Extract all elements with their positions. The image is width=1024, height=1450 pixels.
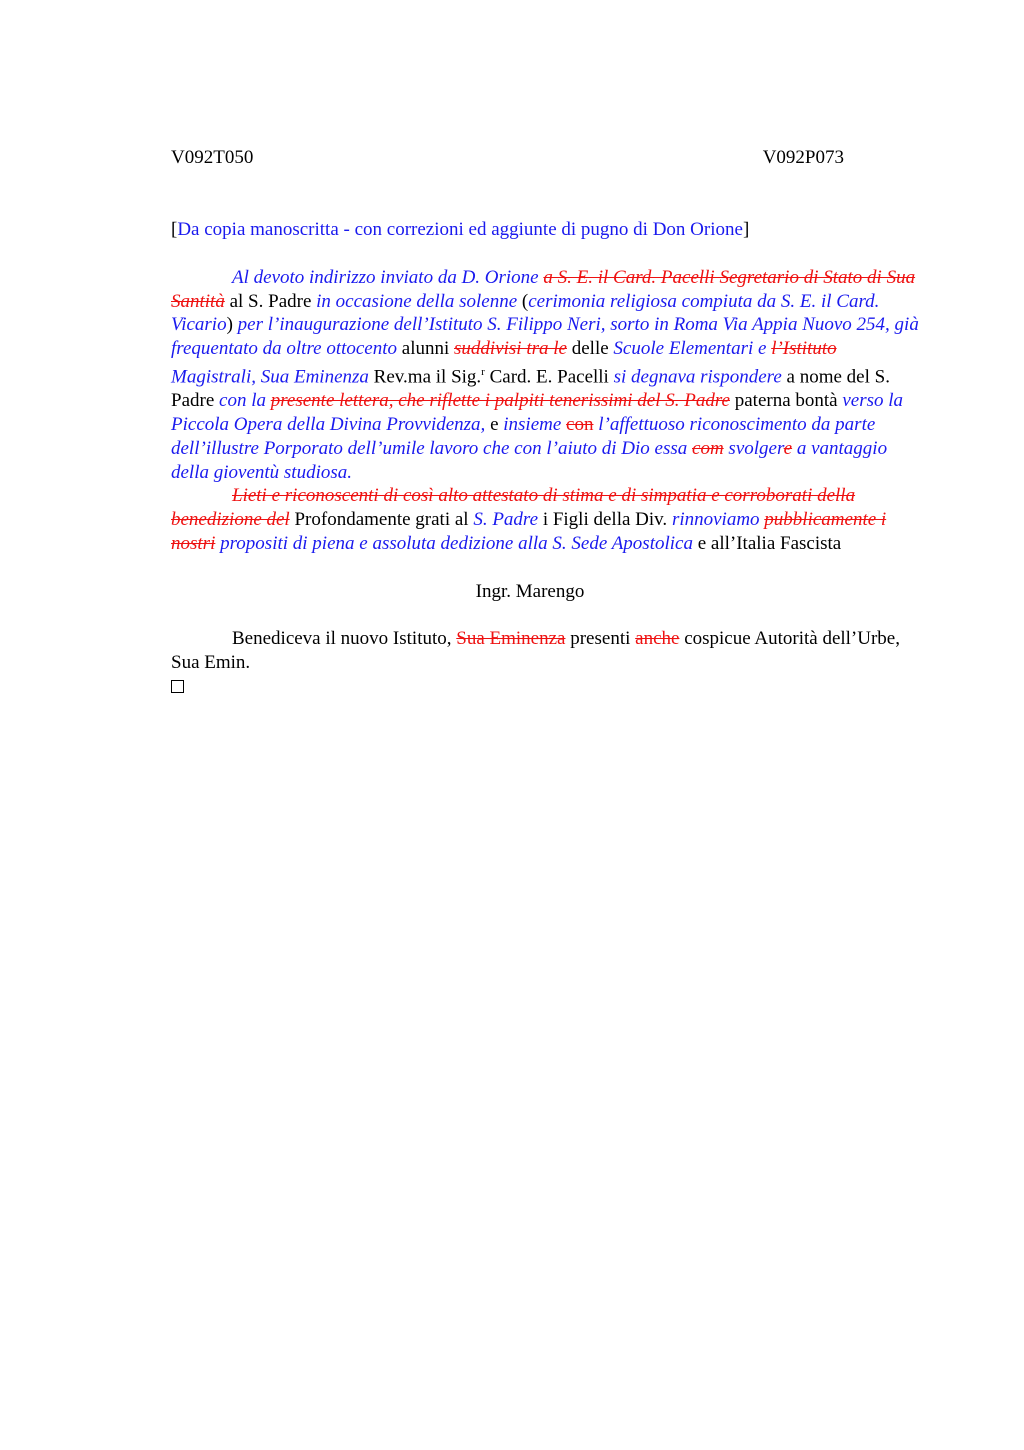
text-run: presenti <box>565 628 636 650</box>
source-note-text: Da copia manoscritta - con correzioni ed aggiunte di pugno di Don Orione <box>177 219 743 240</box>
added-text: con la <box>219 390 266 412</box>
deleted-text: com <box>692 437 724 459</box>
paragraph-blessing <box>171 627 923 675</box>
deleted-text: Sua Eminenza <box>456 628 566 650</box>
text-run: ) <box>226 314 238 336</box>
added-text: propositi di piena e assoluta dedizione alla S. Sede Apostolica <box>220 532 693 554</box>
text-run: delle <box>566 338 614 360</box>
checkbox-icon <box>171 680 184 693</box>
text-run: e <box>485 413 504 435</box>
text-run: i Figli della Div. <box>538 509 672 531</box>
deleted-text: e <box>783 437 793 459</box>
document-code-left: V092T050 <box>171 147 254 168</box>
added-text: l’affettuoso riconoscimento da parte dell’illustre Porporato dell’umile lavoro che con l’aiuto di Dio essa <box>171 413 876 459</box>
added-text: si degnava rispondere <box>613 366 782 388</box>
added-text: Al devoto indirizzo inviato da D. Orione <box>232 266 539 288</box>
deleted-text: suddivisi tra le <box>454 338 567 360</box>
superscript-r: r <box>481 365 485 378</box>
added-text: Scuole Elementari e <box>613 338 767 360</box>
source-note-open-bracket: [ <box>171 219 178 240</box>
added-text: per l’inaugurazione dell’Istituto S. Filippo Neri, sorto in Roma Via Appia Nuovo 254, già frequentato da oltre ottocento <box>171 314 919 360</box>
text-run: Profondamente grati al <box>289 509 474 531</box>
text-run: e all’Italia Fascista <box>692 532 842 554</box>
deleted-text: a S. E. il Card. Pacelli Segretario di Stato di Sua Santità <box>171 266 916 312</box>
deleted-text: presente lettera, che riflette i palpiti tenerissimi del S. Padre <box>270 390 730 412</box>
added-text: in occasione della solenne <box>316 290 518 312</box>
text-run: Rev.ma il Sig. <box>368 366 482 388</box>
added-text: rinnoviamo <box>671 509 760 531</box>
text-run: a nome del S. Padre <box>171 366 890 412</box>
deleted-text: pubblicamente i nostri <box>171 509 887 554</box>
text-run: cospicue Autorità dell’Urbe, Sua Emin. <box>171 628 900 674</box>
source-note-close-bracket: ] <box>742 219 750 240</box>
text-run: al S. Padre <box>224 290 317 312</box>
deleted-text: con <box>566 413 594 435</box>
added-text: a vantaggio della gioventù studiosa. <box>171 437 888 483</box>
paragraph-gratitude <box>171 484 923 555</box>
added-text: verso la Piccola Opera della Divina Provvidenza, <box>171 390 904 435</box>
text-run: paterna bontà <box>729 390 843 412</box>
document-page <box>171 146 923 693</box>
paragraph-inauguration <box>171 266 923 485</box>
text-run: Card. E. Pacelli <box>484 366 614 388</box>
document-header <box>171 146 844 170</box>
added-text: svolger <box>728 437 784 459</box>
deleted-text: anche <box>635 628 680 650</box>
text-run: Benediceva il nuovo Istituto, <box>232 628 457 650</box>
document-code-right: V092P073 <box>762 147 844 168</box>
added-text: insieme <box>503 413 562 435</box>
deleted-text: Lieti e riconoscenti di così alto attestato di stima e di simpatia e corroborati della benedizione del <box>171 485 856 531</box>
text-run: alunni <box>397 338 455 360</box>
source-note <box>171 218 923 242</box>
added-text: cerimonia religiosa compiuta da S. E. il Card. Vicario <box>171 290 880 336</box>
deleted-text: l’Istituto <box>771 338 837 360</box>
added-text: S. Padre <box>473 509 539 531</box>
text-run: ( <box>517 290 529 312</box>
added-text: Magistrali, Sua Eminenza <box>171 366 369 388</box>
signature: Ingr. Marengo <box>475 580 585 602</box>
